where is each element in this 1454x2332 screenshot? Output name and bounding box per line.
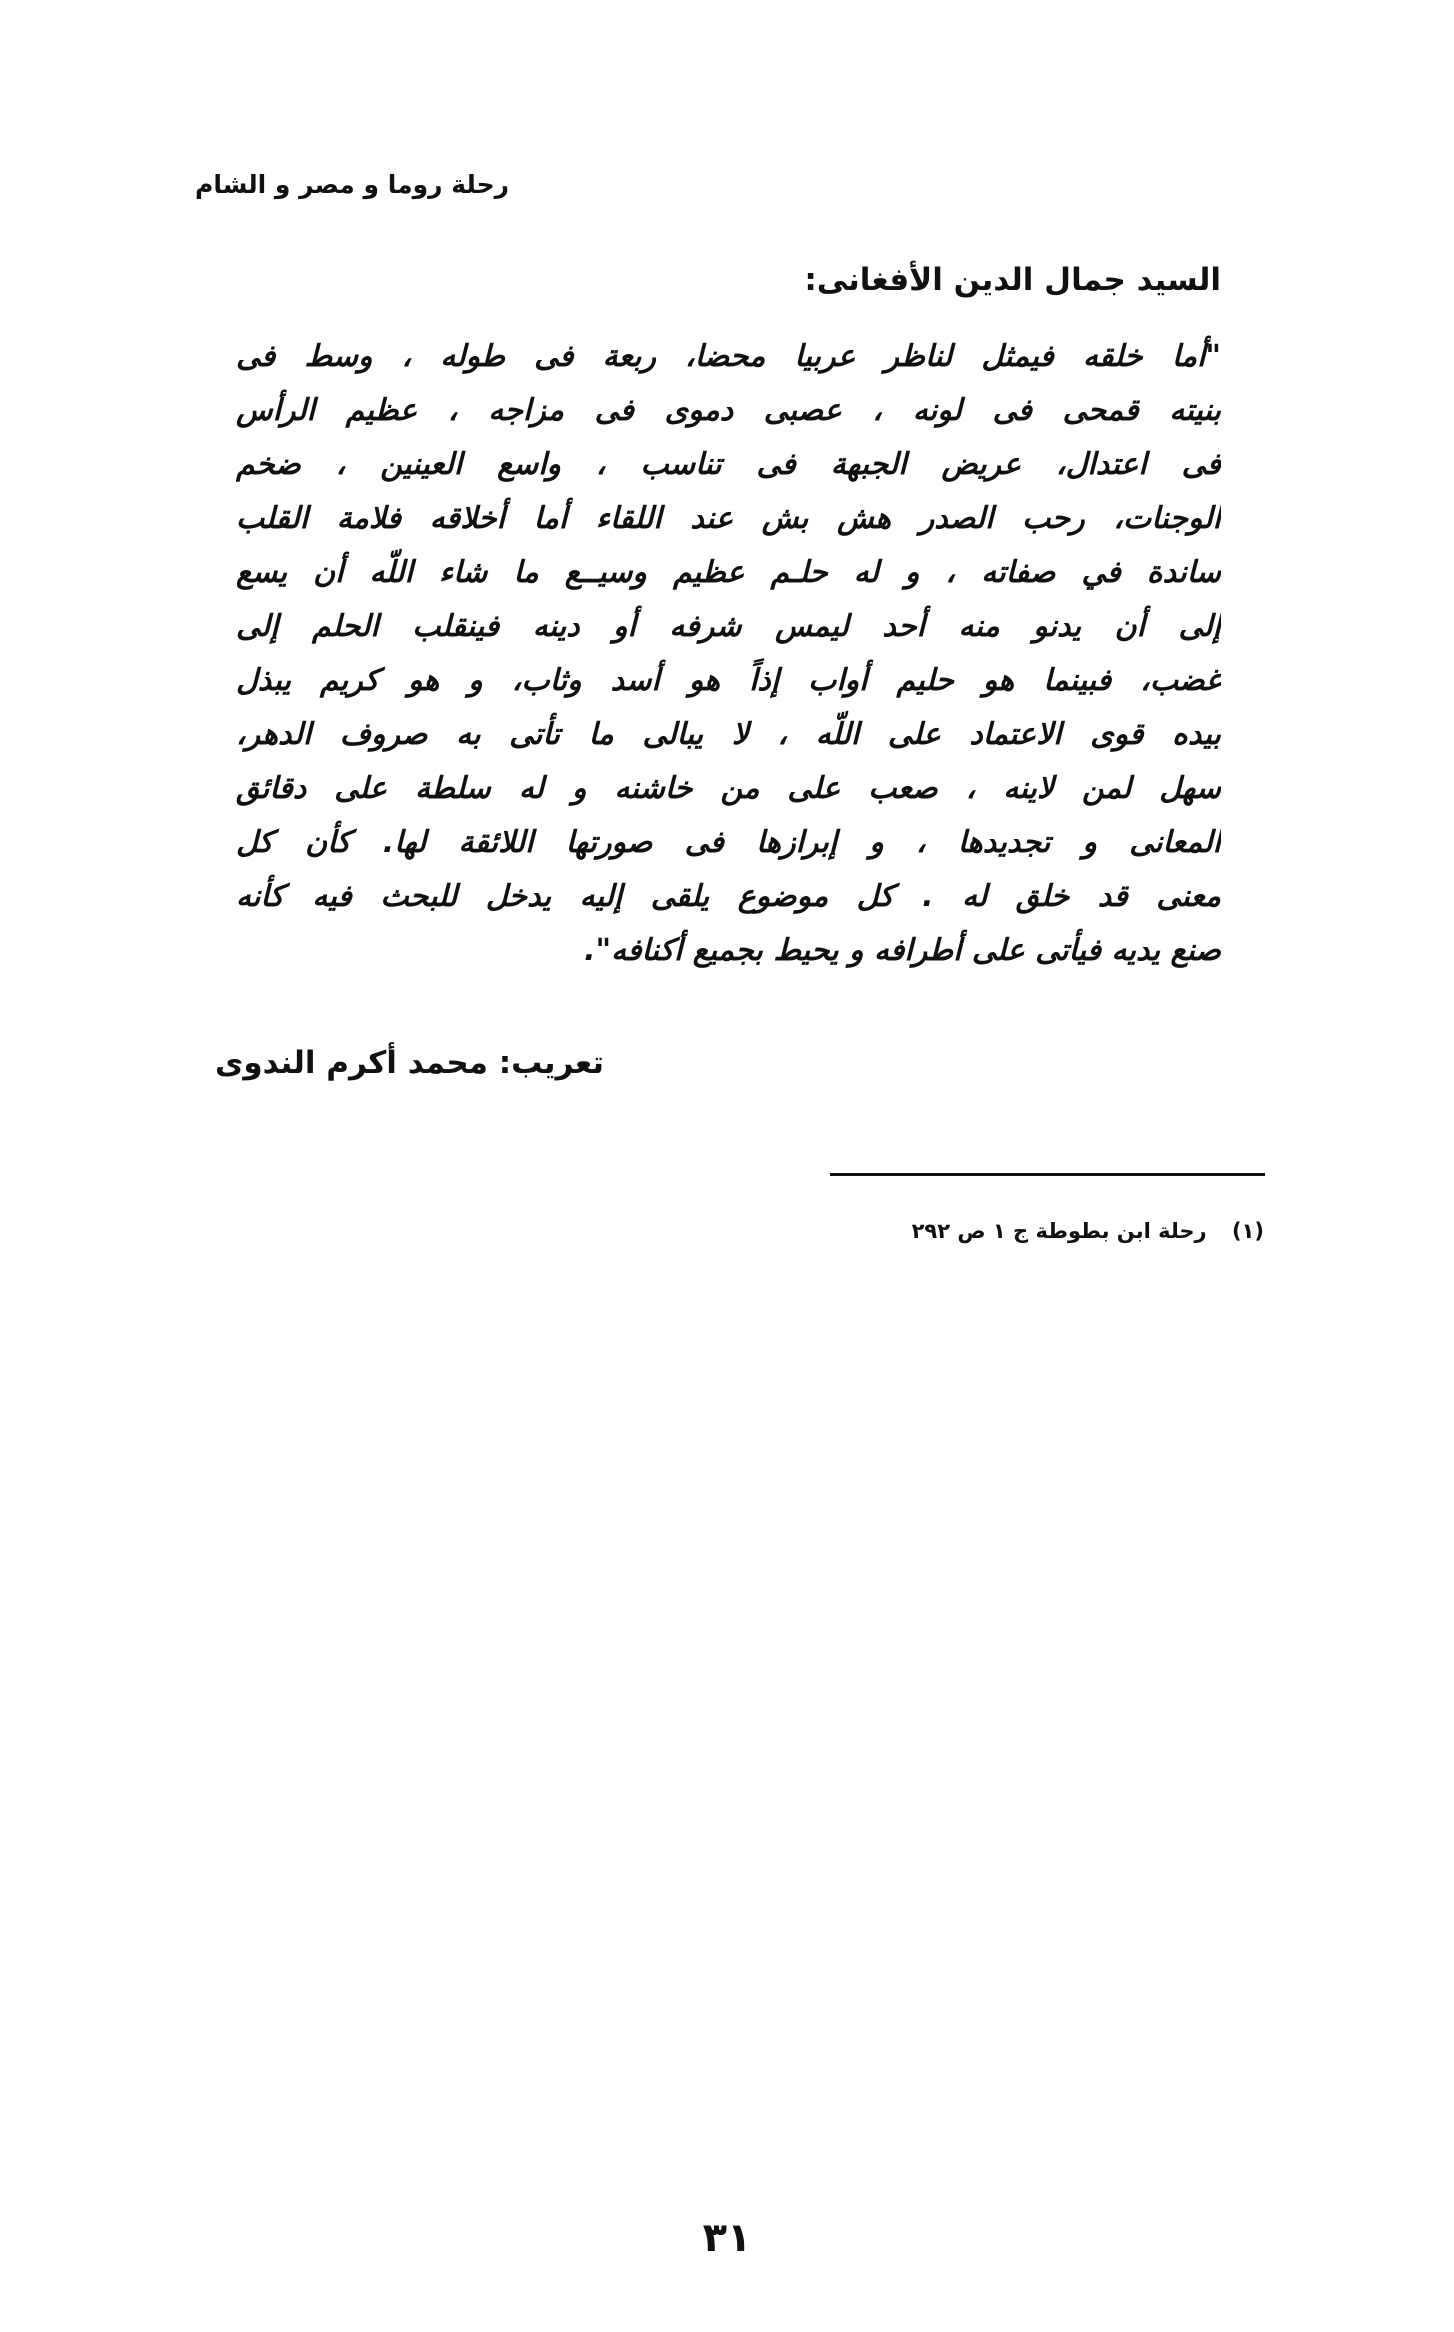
quote-line: إلى أن يدنو منه أحد ليمس شرفه أو دينه فينقلب الحلم إلى	[236, 609, 1221, 644]
quote-line: "أما خلقه فيمثل لناظر عربيا محضا، ربعة فى طوله ، وسط فى	[236, 339, 1221, 374]
quote-line: سهل لمن لاينه ، صعب على من خاشنه و له سلطة على دقائق	[236, 771, 1221, 806]
translator-credit: تعريب: محمد أكرم الندوى	[214, 1045, 604, 1081]
quote-line: بيده قوى الاعتماد على اللّه ، لا يبالى ما تأتى به صروف الدهر،	[236, 717, 1221, 752]
quote-line: غضب، فبينما هو حليم أواب إذاً هو أسد وثاب، و هو كريم يبذل	[236, 663, 1221, 698]
quote-line: فى اعتدال، عريض الجبهة فى تناسب ، واسع العينين ، ضخم	[236, 447, 1221, 482]
quote-line: صنع يديه فيأتى على أطرافه و يحيط بجميع أكنافه".	[584, 933, 1221, 968]
quote-block	[236, 330, 1221, 978]
quote-line: معنى قد خلق له . كل موضوع يلقى إليه يدخل للبحث فيه كأنه	[236, 879, 1221, 914]
quote-line: ساندة في صفاته ، و له حلـم عظيم وسيــع ما شاء اللّه أن يسع	[236, 555, 1221, 590]
section-title: السيد جمال الدين الأفغانى:	[804, 262, 1221, 298]
quote-line: المعانى و تجديدها ، و إبرازها فى صورتها اللائقة لها. كأن كل	[236, 825, 1221, 860]
footnote-divider	[830, 1173, 1265, 1176]
running-header: رحلة روما و مصر و الشام	[195, 170, 509, 199]
quote-line: بنيته قمحى فى لونه ، عصبى دموى فى مزاجه ، عظيم الرأس	[236, 393, 1221, 428]
footnote-number: (١)	[1231, 1219, 1264, 1243]
quote-line: الوجنات، رحب الصدر هش بش عند اللقاء أما أخلاقه فلامة القلب	[236, 501, 1221, 536]
footnote-text: رحلة ابن بطوطة ج ١ ص ٢٩٢	[911, 1219, 1207, 1243]
page-number: ٣١	[702, 2215, 752, 2261]
footnote	[664, 1219, 1264, 1243]
